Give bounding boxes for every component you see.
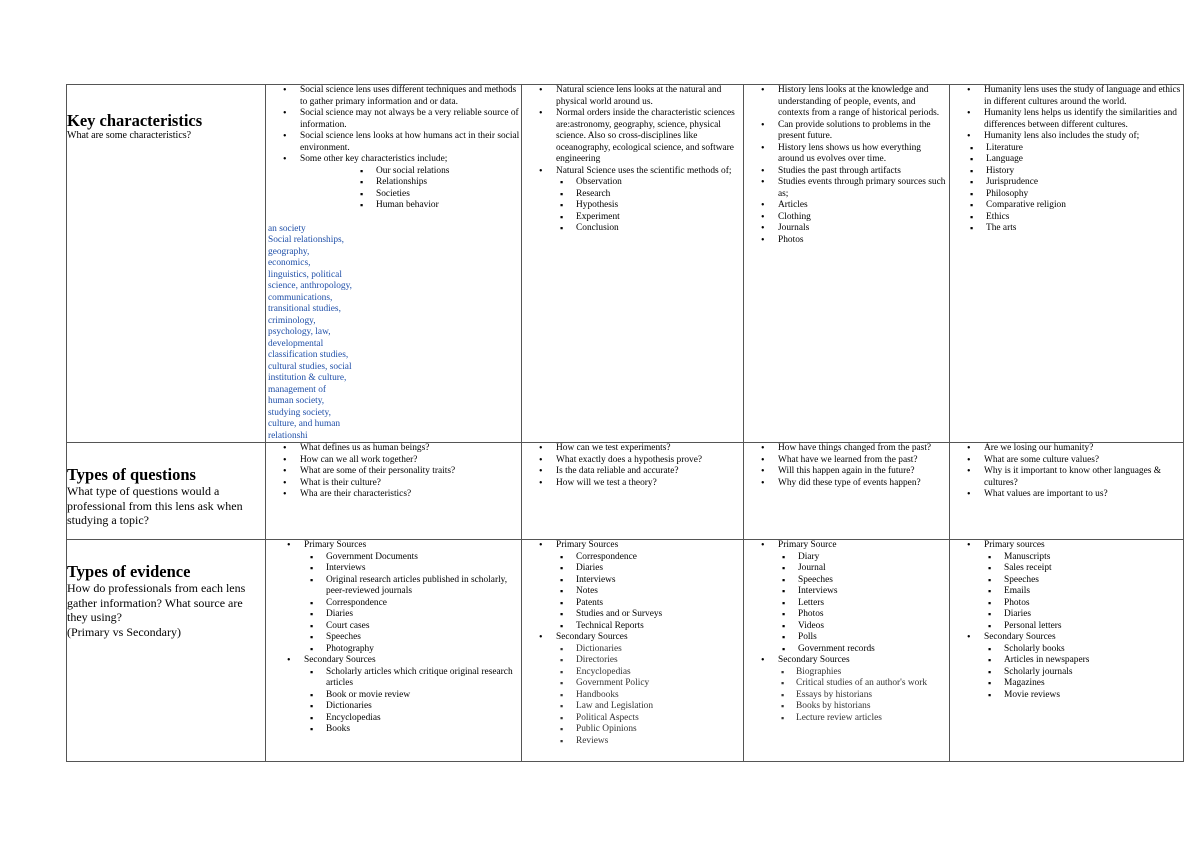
list-item: • Secondary Sources — [270, 655, 521, 667]
list-item: ▪ Encyclopedias — [272, 713, 521, 725]
list-item: ▪ Photos — [744, 609, 949, 621]
list-item: classification studies, — [268, 350, 349, 360]
list-item: ▪ Letters — [744, 598, 949, 610]
row-title: Types of evidence — [67, 562, 191, 581]
list-item: ▪ Interviews — [272, 563, 521, 575]
list-item: ▪ Court cases — [272, 621, 521, 633]
list-item: ▪ Interviews — [522, 575, 743, 587]
list-item: ▪ Essays by historians — [744, 690, 950, 702]
list-item: ▪ Jurisprudence — [950, 177, 1184, 189]
list-item: ▪ Scholarly books — [950, 644, 1183, 656]
list-item: • What defines us as human beings? — [266, 443, 521, 455]
list-item: cultural studies, social — [268, 361, 352, 372]
list-item: ▪ Sales receipt — [950, 563, 1183, 575]
list-item: • Some other key characteristics include; — [266, 154, 521, 166]
list-item: • What values are important to us? — [950, 489, 1183, 501]
list-item: an society — [268, 223, 306, 234]
list-item: • What are some of their personality traits? — [266, 466, 521, 478]
list-item: • History lens shows us how everything around us evolves over time. — [744, 143, 949, 166]
row-header-types-of-questions — [67, 443, 266, 540]
list-item: ▪ Public Opinions — [522, 724, 743, 736]
list-item: ▪ Books — [272, 724, 521, 736]
list-item: ▪ Speeches — [744, 575, 949, 587]
list-item: ▪ Speeches — [950, 575, 1183, 587]
row-subtitle: What are some characteristics? — [67, 130, 192, 141]
list-item: • Journals — [744, 223, 949, 235]
cell-humanity — [950, 443, 1184, 540]
cell-history — [744, 540, 950, 762]
list-item: institution & culture, — [268, 373, 347, 383]
list-item: ▪ Directories — [522, 655, 743, 667]
cell-natural-science — [522, 85, 744, 443]
row-title: Key characteristics — [67, 111, 203, 130]
list-item: ▪ Correspondence — [272, 598, 521, 610]
list-item: ▪ History — [950, 166, 1184, 178]
list-item: ▪ Our social relations — [318, 166, 521, 178]
list-item: ▪ Interviews — [744, 586, 949, 598]
row-subtitle: What type of questions would a professional from this lens ask when studying a topic? — [67, 484, 243, 527]
list-item: ▪ Patents — [522, 598, 743, 610]
list-item: ▪ Movie reviews — [950, 690, 1183, 702]
list-item: • Social science lens uses different techniques and methods to gather primary information and or data. — [266, 85, 521, 108]
list-item: • Primary Sources — [270, 540, 521, 552]
list-item: • History lens looks at the knowledge and understanding of people, events, and contexts from a range of historical periods. — [744, 85, 949, 120]
list-item: ▪ Hypothesis — [522, 200, 743, 212]
list-item: ▪ Experiment — [522, 212, 743, 224]
cell-social-science — [266, 443, 522, 540]
list-item: ▪ Societies — [318, 189, 521, 201]
list-item: culture, and human — [268, 419, 341, 429]
list-item: • Primary Sources — [522, 540, 743, 552]
list-item: ▪ Diaries — [272, 609, 521, 621]
list-item: psychology, law, — [268, 327, 331, 337]
list-item: • What are some culture values? — [950, 455, 1183, 467]
table-row-types-of-questions — [67, 443, 1184, 540]
list-item: • Natural science lens looks at the natural and physical world around us. — [522, 85, 743, 108]
list-item: • Humanity lens uses the study of language and ethics in different cultures around the world. — [950, 85, 1183, 108]
list-item: ▪ Lecture review articles — [744, 713, 950, 725]
list-item: • Is the data reliable and accurate? — [522, 466, 743, 478]
list-item: Social relationships, — [268, 235, 345, 245]
cell-natural-science — [522, 540, 744, 762]
list-item: ▪ Human behavior — [318, 200, 521, 212]
list-item: • What is their culture? — [266, 478, 521, 490]
row-subtitle-note: (Primary vs Secondary) — [67, 624, 181, 639]
list-item: ▪ Diaries — [522, 563, 743, 575]
list-item: • Why is it important to know other languages & cultures? — [950, 466, 1183, 489]
cell-social-science — [266, 540, 522, 762]
list-item: • Humanity lens also includes the study of; — [950, 131, 1183, 143]
list-item: • Why did these type of events happen? — [744, 478, 949, 490]
list-item: ▪ Observation — [522, 177, 743, 189]
list-item: ▪ Dictionaries — [522, 644, 743, 656]
list-item: ▪ Government records — [744, 644, 949, 656]
lens-comparison-table — [66, 84, 1184, 762]
table-row-key-characteristics — [67, 85, 1184, 443]
list-item: ▪ Research — [522, 189, 743, 201]
row-title: Types of questions — [67, 465, 196, 484]
list-item: science, anthropology, — [268, 281, 352, 291]
list-item: • Social science may not always be a very reliable source of information. — [266, 108, 521, 131]
list-item: • How have things changed from the past? — [744, 443, 949, 455]
list-item: ▪ Reviews — [522, 736, 743, 748]
list-item: ▪ Dictionaries — [272, 701, 521, 713]
list-item: ▪ Critical studies of an author's work — [744, 678, 950, 690]
list-item: • Photos — [744, 235, 949, 247]
list-item: studying society, — [268, 407, 331, 418]
cell-natural-science — [522, 443, 744, 540]
cell-history — [744, 85, 950, 443]
list-item: ▪ Ethics — [950, 212, 1184, 224]
list-item: ▪ Comparative religion — [950, 200, 1184, 212]
list-item: • Humanity lens helps us identify the similarities and differences between different cultures. — [950, 108, 1183, 131]
list-item: geography, — [268, 246, 310, 257]
list-item: ▪ Relationships — [318, 177, 521, 189]
list-item: economics, — [268, 258, 311, 268]
list-item: ▪ Conclusion — [522, 223, 743, 235]
list-item: ▪ Personal letters — [950, 621, 1183, 633]
list-item: • Studies the past through artifacts — [744, 166, 949, 178]
list-item: relationshi — [268, 430, 308, 441]
list-item: ▪ Polls — [744, 632, 949, 644]
list-item: ▪ Books by historians — [744, 701, 950, 713]
row-header-key-characteristics — [67, 85, 266, 443]
list-item: transitional studies, — [268, 304, 341, 314]
list-item: • What exactly does a hypothesis prove? — [522, 455, 743, 467]
list-item: ▪ Videos — [744, 621, 949, 633]
list-item: • Primary sources — [950, 540, 1183, 552]
list-item: ▪ Journal — [744, 563, 949, 575]
list-item: • Normal orders inside the characteristic sciences are:astronomy, geography, science, physical science. Also so cross-disciplines like oceanography, ecological science, and software engineering — [522, 108, 743, 166]
list-item: ▪ Literature — [950, 143, 1184, 155]
list-item: • How will we test a theory? — [522, 478, 743, 490]
cell-humanity — [950, 540, 1184, 762]
list-item: • How can we all work together? — [266, 455, 521, 467]
table-row-types-of-evidence — [67, 540, 1184, 762]
list-item: • Studies events through primary sources such as; — [744, 177, 949, 200]
cell-humanity — [950, 85, 1184, 443]
list-item: • What have we learned from the past? — [744, 455, 949, 467]
list-item: ▪ Technical Reports — [522, 621, 743, 633]
list-item: ▪ Handbooks — [522, 690, 743, 702]
list-item: ▪ Emails — [950, 586, 1183, 598]
list-item: criminology, — [268, 315, 316, 326]
list-item: ▪ Manuscripts — [950, 552, 1183, 564]
list-item: ▪ Government Documents — [272, 552, 521, 564]
list-item: ▪ Encyclopedias — [522, 667, 743, 679]
cell-history — [744, 443, 950, 540]
list-item: ▪ Law and Legislation — [522, 701, 743, 713]
list-item: ▪ Photography — [272, 644, 521, 656]
list-item: ▪ Studies and or Surveys — [522, 609, 743, 621]
list-item: • Natural Science uses the scientific methods of; — [522, 166, 743, 178]
list-item: ▪ Original research articles published in scholarly, peer-reviewed journals — [272, 575, 521, 598]
list-item: ▪ Speeches — [272, 632, 521, 644]
list-item: ▪ Diary — [744, 552, 949, 564]
list-item: • Social science lens looks at how humans act in their social environment. — [266, 131, 521, 154]
list-item: • Secondary Sources — [950, 632, 1183, 644]
row-subtitle: How do professionals from each lens gather information? What source are they using? — [67, 581, 246, 624]
list-item: • Articles — [744, 200, 949, 212]
list-item: ▪ Photos — [950, 598, 1183, 610]
list-item: • Secondary Sources — [744, 655, 949, 667]
list-item: • Are we losing our humanity? — [950, 443, 1183, 455]
list-item: ▪ Notes — [522, 586, 743, 598]
list-item: ▪ Articles in newspapers — [950, 655, 1183, 667]
list-item: communications, — [268, 292, 333, 303]
list-item: • Primary Source — [744, 540, 949, 552]
list-item: ▪ Book or movie review — [272, 690, 521, 702]
row-header-types-of-evidence — [67, 540, 266, 762]
list-item: • Can provide solutions to problems in the present future. — [744, 120, 949, 143]
list-item: ▪ Philosophy — [950, 189, 1184, 201]
list-item: linguistics, political — [268, 269, 342, 280]
list-item: • How can we test experiments? — [522, 443, 743, 455]
list-item: ▪ Correspondence — [522, 552, 743, 564]
list-item: ▪ The arts — [950, 223, 1184, 235]
list-item: management of — [268, 384, 327, 395]
list-item: ▪ Government Policy — [522, 678, 743, 690]
list-item: ▪ Language — [950, 154, 1184, 166]
list-item: • Will this happen again in the future? — [744, 466, 949, 478]
cell-social-science — [266, 85, 522, 443]
list-item: ▪ Biographies — [744, 667, 950, 679]
list-item: human society, — [268, 396, 325, 406]
list-item: • Secondary Sources — [522, 632, 743, 644]
list-item: • Clothing — [744, 212, 949, 224]
list-item: • Wha are their characteristics? — [266, 489, 521, 501]
list-item: ▪ Diaries — [950, 609, 1183, 621]
list-item: ▪ Magazines — [950, 678, 1183, 690]
related-fields-list — [266, 224, 521, 443]
list-item: ▪ Political Aspects — [522, 713, 743, 725]
list-item: ▪ Scholarly articles which critique original research articles — [272, 667, 521, 690]
list-item: ▪ Scholarly journals — [950, 667, 1183, 679]
list-item: developmental — [268, 338, 324, 349]
